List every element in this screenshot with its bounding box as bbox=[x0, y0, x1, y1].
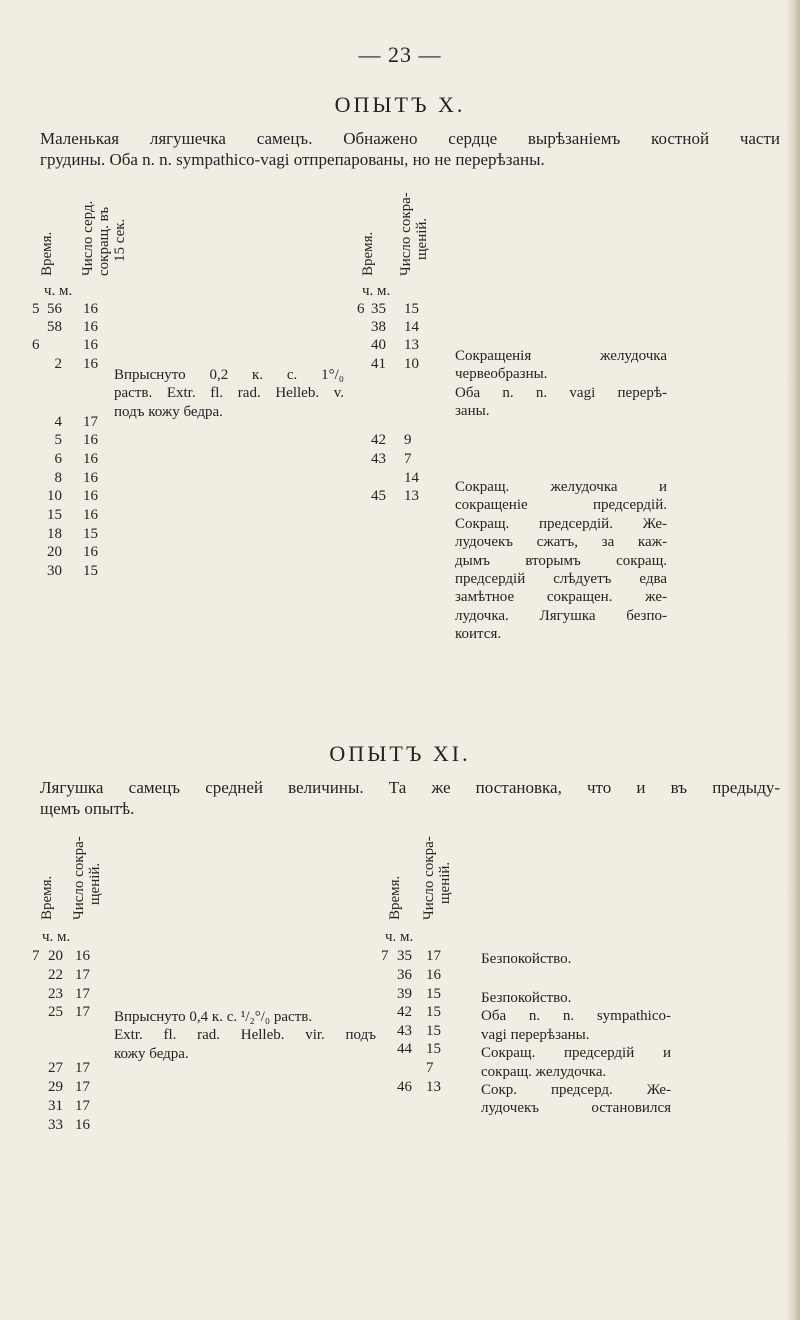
col-header-time: Время. bbox=[360, 231, 376, 276]
minute-cell: 18 bbox=[47, 526, 62, 542]
minute-cell: 15 bbox=[47, 507, 62, 523]
minute-cell: 29 bbox=[48, 1079, 63, 1095]
intro-line: грудины. Оба n. n. sympathico-vagi отпрепарованы, но не перерѣзаны. bbox=[40, 150, 545, 169]
count-cell: 16 bbox=[83, 319, 98, 335]
note-line: Сокращ. предсердій. Же- bbox=[455, 515, 667, 532]
minute-cell: 4 bbox=[54, 414, 62, 430]
experiment-11-intro bbox=[40, 777, 780, 819]
minute-cell: 33 bbox=[48, 1117, 63, 1133]
count-cell: 13 bbox=[404, 488, 419, 504]
count-cell: 13 bbox=[426, 1079, 441, 1095]
count-cell: 16 bbox=[75, 948, 90, 964]
experiment-10-intro bbox=[40, 128, 780, 170]
col-header-count: Число сокра- bbox=[71, 836, 87, 920]
minute-cell: 20 bbox=[48, 948, 63, 964]
minute-cell: 44 bbox=[397, 1041, 412, 1057]
units-label: ч. м. bbox=[42, 929, 71, 945]
count-cell: 16 bbox=[83, 544, 98, 560]
note-line: Оба n. n. vagi перерѣ- bbox=[455, 384, 667, 401]
minute-cell: 5 bbox=[54, 432, 62, 448]
note-line: замѣтное сокращен. же- bbox=[455, 589, 667, 606]
count-cell: 17 bbox=[75, 986, 90, 1002]
count-cell: 17 bbox=[83, 414, 98, 430]
count-cell: 16 bbox=[83, 337, 98, 353]
note-line: кожу бедра. bbox=[114, 1045, 189, 1062]
units-label: ч. м. bbox=[385, 929, 414, 945]
minute-cell: 23 bbox=[48, 986, 63, 1002]
minute-cell: 42 bbox=[397, 1004, 412, 1020]
note-line: Впрыснуто 0,4 к. с. ¹/₂°/₀ раств. bbox=[114, 1009, 313, 1025]
count-cell: 15 bbox=[426, 1041, 441, 1057]
minute-cell: 35 bbox=[371, 301, 386, 317]
note-line: лудочекъ остановился bbox=[481, 1100, 671, 1117]
page-number: — 23 — bbox=[358, 42, 442, 67]
col-header-count: щеній. bbox=[414, 217, 430, 260]
count-cell: 16 bbox=[83, 451, 98, 467]
minute-cell: 43 bbox=[371, 451, 386, 467]
count-cell: 16 bbox=[83, 432, 98, 448]
count-cell: 15 bbox=[83, 563, 98, 579]
col-header-count: Число серд. bbox=[80, 200, 96, 276]
count-cell: 16 bbox=[83, 507, 98, 523]
count-cell: 17 bbox=[75, 967, 90, 983]
note-line: Сокращ. желудочка и bbox=[455, 479, 667, 495]
minute-cell: 35 bbox=[397, 948, 412, 964]
note-line: подъ кожу бедра. bbox=[114, 403, 223, 420]
count-cell: 17 bbox=[75, 1060, 90, 1076]
count-cell: 15 bbox=[404, 301, 419, 317]
observation-note bbox=[455, 347, 667, 421]
observation-note bbox=[481, 989, 671, 1118]
minute-cell: 6 bbox=[54, 451, 62, 467]
hour-cell: 5 bbox=[32, 301, 40, 317]
intro-line: Маленькая лягушечка самецъ. Обнажено сердце вырѣзаніемъ костной части bbox=[40, 129, 780, 148]
note-line: Безпокойство. bbox=[481, 951, 572, 967]
col-header-time: Время. bbox=[39, 231, 55, 276]
count-cell: 16 bbox=[83, 470, 98, 486]
note-line: заны. bbox=[455, 403, 490, 420]
count-cell: 9 bbox=[404, 432, 412, 448]
count-cell: 16 bbox=[426, 967, 441, 983]
units-label: ч. м. bbox=[44, 283, 73, 299]
count-cell: 14 bbox=[404, 319, 419, 335]
count-cell: 16 bbox=[75, 1117, 90, 1133]
count-cell: 16 bbox=[83, 301, 98, 317]
note-line: лудочекъ сжатъ, за каж- bbox=[455, 534, 667, 551]
note-line: Сокр. предсерд. Же- bbox=[481, 1082, 671, 1099]
note-line: дымъ вторымъ сокращ. bbox=[455, 552, 667, 569]
minute-cell: 39 bbox=[397, 986, 412, 1002]
hour-cell: 7 bbox=[32, 948, 40, 964]
intro-line: Лягушка самецъ средней величины. Та же постановка, что и въ предыду- bbox=[40, 778, 780, 797]
minute-cell: 58 bbox=[47, 319, 62, 335]
note-line: Впрыснуто 0,2 к. с. 1°/₀ bbox=[114, 367, 344, 383]
minute-cell: 8 bbox=[54, 470, 62, 486]
minute-cell: 38 bbox=[371, 319, 386, 335]
note-line: Сокращенія желудочка bbox=[455, 348, 667, 364]
minute-cell: 42 bbox=[371, 432, 386, 448]
count-cell: 17 bbox=[75, 1098, 90, 1114]
observation-note bbox=[455, 478, 667, 644]
page-edge bbox=[786, 0, 800, 1320]
note-line: предсердій слѣдуетъ едва bbox=[455, 571, 667, 588]
observation-note bbox=[481, 950, 671, 968]
count-cell: 7 bbox=[426, 1060, 434, 1076]
count-cell: 16 bbox=[83, 488, 98, 504]
col-header-time: Время. bbox=[387, 875, 403, 920]
count-cell: 14 bbox=[404, 470, 419, 486]
note-line: сокращеніе предсердій. bbox=[455, 497, 667, 514]
col-header-count: щеній. bbox=[437, 861, 453, 904]
injection-note bbox=[114, 1008, 376, 1063]
minute-cell: 46 bbox=[397, 1079, 412, 1095]
minute-cell: 22 bbox=[48, 967, 63, 983]
count-cell: 15 bbox=[426, 986, 441, 1002]
minute-cell: 40 bbox=[371, 337, 386, 353]
count-cell: 17 bbox=[426, 948, 441, 964]
col-header-count: Число сокра- bbox=[421, 836, 437, 920]
note-line: Оба n. n. sympathico- bbox=[481, 1008, 671, 1025]
minute-cell: 56 bbox=[47, 301, 62, 317]
note-line: лудочка. Лягушка безпо- bbox=[455, 607, 667, 624]
note-line: раств. Extr. fl. rad. Helleb. v. bbox=[114, 385, 344, 402]
note-line: vagi перерѣзаны. bbox=[481, 1026, 590, 1043]
hour-cell: 7 bbox=[381, 948, 389, 964]
col-header-time: Время. bbox=[39, 875, 55, 920]
count-cell: 15 bbox=[83, 526, 98, 542]
minute-cell: 10 bbox=[47, 488, 62, 504]
minute-cell: 27 bbox=[48, 1060, 63, 1076]
minute-cell: 36 bbox=[397, 967, 412, 983]
col-header-count: 15 сек. bbox=[112, 218, 128, 262]
minute-cell: 41 bbox=[371, 356, 386, 372]
injection-note bbox=[114, 366, 344, 421]
minute-cell: 31 bbox=[48, 1098, 63, 1114]
note-line: сокращ. желудочка. bbox=[481, 1063, 607, 1080]
note-line: червеобразны. bbox=[455, 366, 548, 383]
minute-cell: 20 bbox=[47, 544, 62, 560]
count-cell: 16 bbox=[83, 356, 98, 372]
minute-cell: 2 bbox=[54, 356, 62, 372]
count-cell: 15 bbox=[426, 1004, 441, 1020]
intro-line: щемъ опытѣ. bbox=[40, 799, 135, 818]
count-cell: 15 bbox=[426, 1023, 441, 1039]
col-header-count: щеній. bbox=[87, 862, 103, 905]
note-line: Extr. fl. rad. Helleb. vir. подъ bbox=[114, 1027, 376, 1044]
count-cell: 13 bbox=[404, 337, 419, 353]
experiment-11-title: ОПЫТЪ XI. bbox=[329, 741, 471, 766]
minute-cell: 30 bbox=[47, 563, 62, 579]
count-cell: 10 bbox=[404, 356, 419, 372]
note-line: Сокращ. предсердій и bbox=[481, 1045, 671, 1062]
minute-cell: 45 bbox=[371, 488, 386, 504]
col-header-count: Число сокра- bbox=[398, 192, 414, 276]
col-header-count: сокращ. въ bbox=[96, 206, 112, 276]
count-cell: 17 bbox=[75, 1079, 90, 1095]
experiment-10-title: ОПЫТЪ X. bbox=[334, 92, 466, 117]
units-label: ч. м. bbox=[362, 283, 391, 299]
note-line: Безпокойство. bbox=[481, 990, 572, 1006]
note-line: коится. bbox=[455, 626, 502, 643]
hour-cell: 6 bbox=[357, 301, 365, 317]
hour-cell: 6 bbox=[32, 337, 40, 353]
count-cell: 17 bbox=[75, 1004, 90, 1020]
minute-cell: 25 bbox=[48, 1004, 63, 1020]
count-cell: 7 bbox=[404, 451, 412, 467]
minute-cell: 43 bbox=[397, 1023, 412, 1039]
